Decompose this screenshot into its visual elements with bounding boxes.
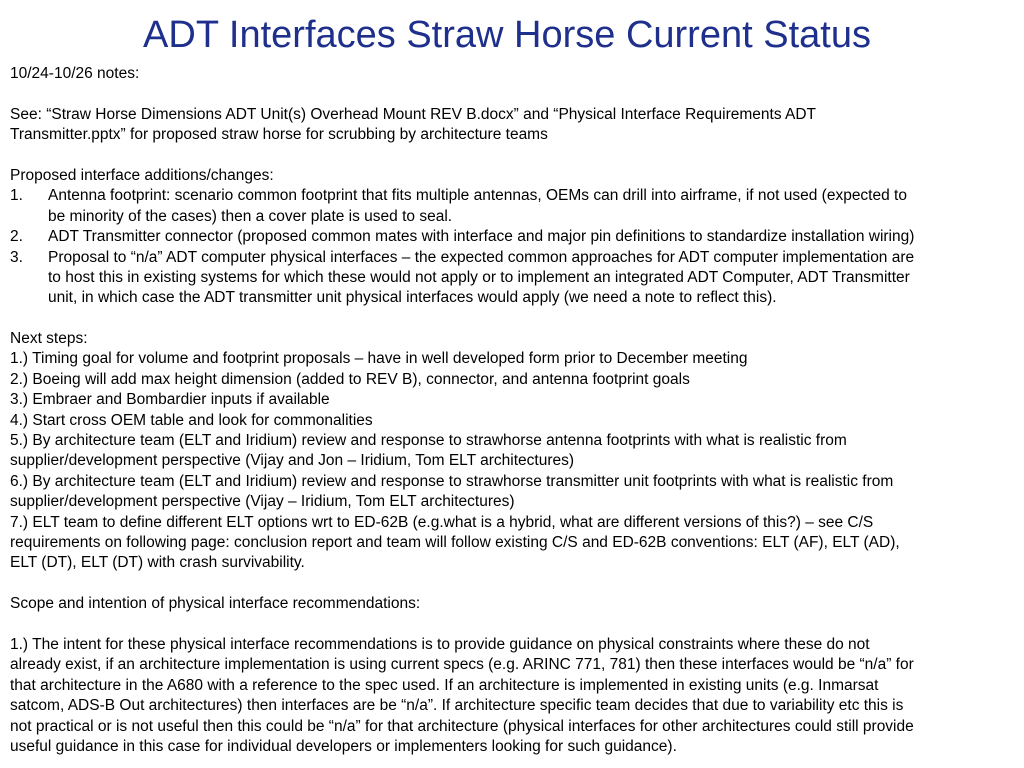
item-line: be minority of the cases) then a cover plate is used to seal. xyxy=(48,207,453,225)
next-step-line: supplier/development perspective (Vijay and Jon – Iridium, Tom ELT architectures) xyxy=(10,452,575,470)
item-line: to host this in existing systems for which these would not apply or to implement an integrated ADT Computer, ADT Transmitter xyxy=(48,268,910,286)
item-line: Antenna footprint: scenario common footprint that fits multiple antennas, OEMs can drill into airframe, if not used (expected to xyxy=(48,187,907,205)
proposed-item-3 xyxy=(10,248,1014,309)
next-step-line: 3.) Embraer and Bombardier inputs if available xyxy=(10,391,330,409)
slide-title: ADT Interfaces Straw Horse Current Status xyxy=(143,14,871,56)
item-line: unit, in which case the ADT transmitter unit physical interfaces would apply (we need a note to reflect this). xyxy=(48,289,777,307)
item-line: Proposal to “n/a” ADT computer physical interfaces – the expected common approaches for ADT computer implementation are xyxy=(48,248,915,266)
scope-line: that architecture in the A680 with a reference to the spec used. If an architecture is implemented in existing units (e.g. Inmarsat xyxy=(10,676,879,694)
next-step-line: requirements on following page: conclusion report and team will follow existing C/S and ED-62B conventions: ELT (AF), ELT (AD), xyxy=(10,533,900,551)
scope-line: useful guidance in this case for individual developers or implementers looking for such guidance). xyxy=(10,737,677,755)
spacer xyxy=(10,146,1014,166)
item-number: 3. xyxy=(10,248,23,266)
proposed-item-1 xyxy=(10,186,1014,227)
proposed-heading: Proposed interface additions/changes: xyxy=(10,166,274,184)
see-line-1: See: “Straw Horse Dimensions ADT Unit(s) Overhead Mount REV B.docx” and “Physical Interface Requirements ADT xyxy=(10,105,817,123)
scope-line: not practical or is not useful then this could be “n/a” for that architecture (physical interfaces for other architectures could still provide xyxy=(10,717,914,735)
scope-line: satcom, ADS-B Out architectures) then interfaces are be “n/a”. If architecture specific team decides that due to variability etc this is xyxy=(10,697,904,715)
item-number: 2. xyxy=(10,228,23,246)
scope-line: 1.) The intent for these physical interface recommendations is to provide guidance on physical constraints where these do not xyxy=(10,635,870,653)
see-line-2: Transmitter.pptx” for proposed straw horse for scrubbing by architecture teams xyxy=(10,126,548,144)
slide-body xyxy=(10,64,1014,757)
next-step-line: 5.) By architecture team (ELT and Iridium) review and response to strawhorse antenna footprints with what is realistic from xyxy=(10,432,847,450)
item-line: ADT Transmitter connector (proposed common mates with interface and major pin definitions to standardize installation wiring) xyxy=(48,228,915,246)
next-step-line: 7.) ELT team to define different ELT options wrt to ED-62B (e.g.what is a hybrid, what are different versions of this?) – see C/S xyxy=(10,513,874,531)
spacer xyxy=(10,84,1014,104)
scope-heading: Scope and intention of physical interface recommendations: xyxy=(10,595,421,613)
next-step-line: supplier/development perspective (Vijay – Iridium, Tom ELT architectures) xyxy=(10,493,515,511)
spacer xyxy=(10,615,1014,635)
next-step-line: ELT (DT), ELT (DT) with crash survivability. xyxy=(10,554,305,572)
notes-date: 10/24-10/26 notes: xyxy=(10,65,140,82)
next-steps-heading: Next steps: xyxy=(10,330,88,348)
spacer xyxy=(10,574,1014,594)
proposed-item-2 xyxy=(10,227,1014,247)
item-number: 1. xyxy=(10,187,23,205)
next-step-line: 2.) Boeing will add max height dimension (added to REV B), connector, and antenna footprint goals xyxy=(10,370,690,388)
next-step-line: 4.) Start cross OEM table and look for commonalities xyxy=(10,411,373,429)
next-step-line: 1.) Timing goal for volume and footprint proposals – have in well developed form prior to December meeting xyxy=(10,350,748,368)
scope-line: already exist, if an architecture implementation is using current specs (e.g. ARINC 771, 781) then these interfaces would be “n/a” for xyxy=(10,656,914,674)
spacer xyxy=(10,309,1014,329)
next-step-line: 6.) By architecture team (ELT and Iridium) review and response to strawhorse transmitter unit footprints with what is realistic from xyxy=(10,472,894,490)
